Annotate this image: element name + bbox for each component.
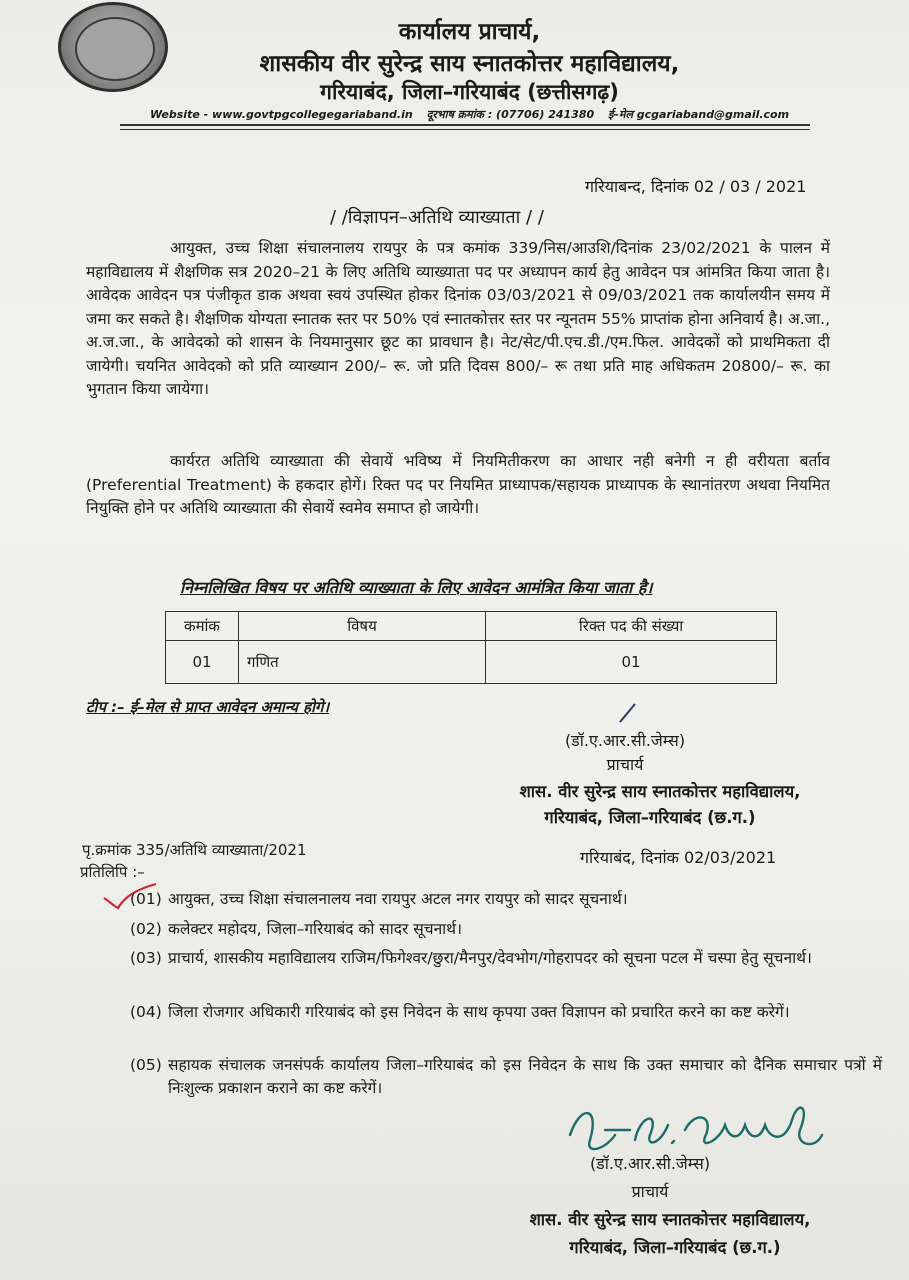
table-header-row <box>166 612 777 641</box>
list-item-number: (01) <box>130 890 162 908</box>
website-text: Website - www.govtpgcollegegariaband.in <box>150 108 413 121</box>
column-header-subject: विषय <box>239 612 486 641</box>
cell-subject: गणित <box>239 641 486 684</box>
list-item-number: (05) <box>130 1056 162 1074</box>
reference-date: गरियाबंद, दिनांक 02/03/2021 <box>580 848 777 867</box>
signatory-name: (डॉ.ए.आर.सी.जेम्स) <box>564 731 686 750</box>
table-row <box>166 641 777 684</box>
vacancy-table <box>165 611 777 684</box>
signatory-role: प्राचार्य <box>606 755 644 774</box>
signatory-name: (डॉ.ए.आर.सी.जेम्स) <box>589 1154 711 1173</box>
issue-date: गरियाबन्द, दिनांक 02 / 03 / 2021 <box>585 177 807 196</box>
list-item <box>130 888 882 911</box>
list-item-number: (02) <box>130 920 162 938</box>
contact-line <box>150 107 840 122</box>
column-header-vacancies: रिक्त पद की संख्या <box>486 612 777 641</box>
advertisement-title: / /विज्ञापन–अतिथि व्याख्याता / / <box>330 207 544 228</box>
list-item <box>130 1001 882 1024</box>
list-item-text: सहायक संचालक जनसंपर्क कार्यालय जिला–गरियाबंद को इस निवेदन के साथ कि उक्त समाचार को दैनिक समाचार पत्रों में निःशुल्क प्रकाशन कराने का कष्ट करेगें। <box>168 1056 882 1097</box>
header-institution: शासकीय वीर सुरेन्द्र साय स्नातकोत्तर महाविद्यालय, <box>259 51 680 77</box>
signatory-address: गरियाबंद, जिला–गरियाबंद (छ.ग.) <box>544 808 756 827</box>
list-item <box>130 918 882 941</box>
column-header-serial: कमांक <box>166 612 239 641</box>
copy-to-label: प्रतिलिपि :– <box>80 863 145 881</box>
list-item-number: (03) <box>130 949 162 967</box>
signatory-address: गरियाबंद, जिला–गरियाबंद (छ.ग.) <box>569 1238 781 1257</box>
cell-serial: 01 <box>166 641 239 684</box>
note-text: टीप :– ई–मेल से प्राप्त आवेदन अमान्य होगे। <box>86 698 330 716</box>
list-item-text: आयुक्त, उच्च शिक्षा संचालनालय नवा रायपुर अटल नगर रायपुर को सादर सूचनार्थ। <box>168 890 628 908</box>
reference-number: पृ.क्रमांक 335/अतिथि व्याख्याता/2021 <box>82 841 307 859</box>
signatory-institution: शास. वीर सुरेन्द्र साय स्नातकोत्तर महाविद्यालय, <box>519 782 801 801</box>
header-rule-thin <box>120 129 810 130</box>
list-item <box>130 1054 882 1100</box>
cell-vacancies: 01 <box>486 641 777 684</box>
list-item-text: जिला रोजगार अधिकारी गरियाबंद को इस निवेदन के साथ कृपया उक्त विज्ञापन को प्रचारित करने का कष्ट करेगें। <box>168 1003 790 1021</box>
list-item-text: प्राचार्य, शासकीय महाविद्यालय राजिम/फिगेश्वर/छुरा/मैनपुर/देवभोग/गोहरापदर को सूचना पटल में चस्पा हेतु सूचनार्थ। <box>168 949 812 967</box>
body-paragraph-2: कार्यरत अतिथि व्याख्याता की सेवायें भविष्य में नियमितीकरण का आधार नही बनेगी न ही वरीयता बर्ताव (Preferential Treatment) के हकदार होगें। रिक्त पद पर नियमित प्राध्यापक/सहायक प्राध्यापक के स्थानांतरण अथवा नियमित नियुक्ति होने पर अतिथि व्याख्याता की सेवायें स्वमेव समाप्त हो जायेगी। <box>86 452 830 517</box>
email-text: ई–मेल gcgariaband@gmail.com <box>607 108 790 121</box>
phone-text: दूरभाष क्रमांक : (07706) 241380 <box>426 108 595 121</box>
body-paragraph-1: आयुक्त, उच्च शिक्षा संचालनालय रायपुर के पत्र कमांक 339/निस/आउशि/दिनांक 23/02/2021 के पालन में महाविद्यालय में शैक्षणिक सत्र 2020–21 के लिए अतिथि व्याख्याता पद पर अध्यापन कार्य हेतु आवेदन पत्र आंमत्रित किया जाता है। आवेदक आवेदन पत्र पंजीकृत डाक अथवा स्वयं उपस्थित होकर दिनांक 03/03/2021 से 09/03/2021 तक कार्यालयीन समय में जमा कर सकते है। शैक्षणिक योग्यता स्नातक स्तर पर 50% एवं स्नातकोत्तर स्तर पर न्यूनतम 55% प्राप्तांक होना अनिवार्य है। अ.जा., अ.ज.जा., के आवेदको को शासन के नियमानुसार छूट का प्रावधान है। नेट/सेट/पी.एच.डी./एम.फिल. आवेदकों को प्राथमिकता दी जायेगी। चयनित आवेदको को प्रति व्याख्यान 200/– रू. जो प्रति दिवस 800/– रू तथा प्रति माह अधिकतम 20800/– रू. का भुगतान किया जायेगा। <box>86 239 830 398</box>
header-rule <box>120 124 810 126</box>
subject-heading: निम्नलिखित विषय पर अतिथि व्याख्याता के लिए आवेदन आमंत्रित किया जाता है। <box>180 578 653 597</box>
header-address: गरियाबंद, जिला–गरियाबंद (छत्तीसगढ़) <box>320 80 619 104</box>
list-item-text: कलेक्टर महोदय, जिला–गरियाबंद को सादर सूचनार्थ। <box>168 920 462 938</box>
list-item <box>130 947 882 970</box>
signatory-institution: शास. वीर सुरेन्द्र साय स्नातकोत्तर महाविद्यालय, <box>529 1210 811 1229</box>
signatory-role: प्राचार्य <box>631 1182 669 1201</box>
list-item-number: (04) <box>130 1003 162 1021</box>
header-office: कार्यालय प्राचार्य, <box>398 19 541 45</box>
pen-tick-icon <box>618 702 638 724</box>
